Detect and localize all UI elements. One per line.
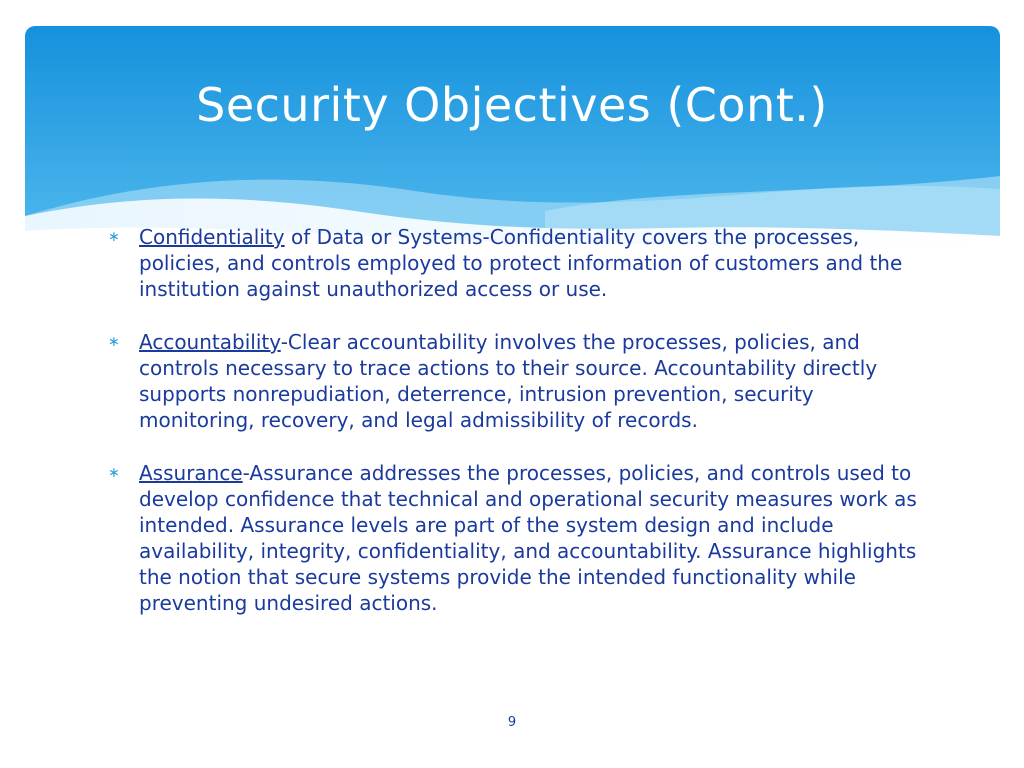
bullet-text: -Assurance addresses the processes, policies, and controls used to develop confidence that technical and operational security measures work as intended. Assurance levels are part of the system design and include availability, integrity, confidentiality, and accountability. Assurance highlights the notion that secure systems provide the intended functionality while preventing undesired actions. (139, 461, 917, 615)
bullet-term: Confidentiality (139, 225, 285, 249)
slide-title: Security Objectives (Cont.) (196, 78, 828, 132)
bullet-asterisk-icon: ∗ (108, 334, 120, 350)
bullet-item-confidentiality (108, 224, 918, 302)
bullet-asterisk-icon: ∗ (108, 465, 120, 481)
bullet-item-assurance (108, 460, 918, 616)
bullet-list (108, 224, 918, 643)
bullet-text: -Clear accountability involves the processes, policies, and controls necessary to trace actions to their source. Accountability directly supports nonrepudiation, deterrence, intrusion prevention, security monitoring, recovery, and legal admissibility of records. (139, 330, 878, 432)
bullet-asterisk-icon: ∗ (108, 229, 120, 245)
bullet-term: Accountability (139, 330, 281, 354)
page-number: 9 (507, 715, 517, 730)
bullet-item-accountability (108, 329, 918, 433)
bullet-term: Assurance (139, 461, 243, 485)
bullet-text: of Data or Systems-Confidentiality covers the processes, policies, and controls employed to protect information of customers and the institution against unauthorized access or use. (139, 225, 903, 301)
